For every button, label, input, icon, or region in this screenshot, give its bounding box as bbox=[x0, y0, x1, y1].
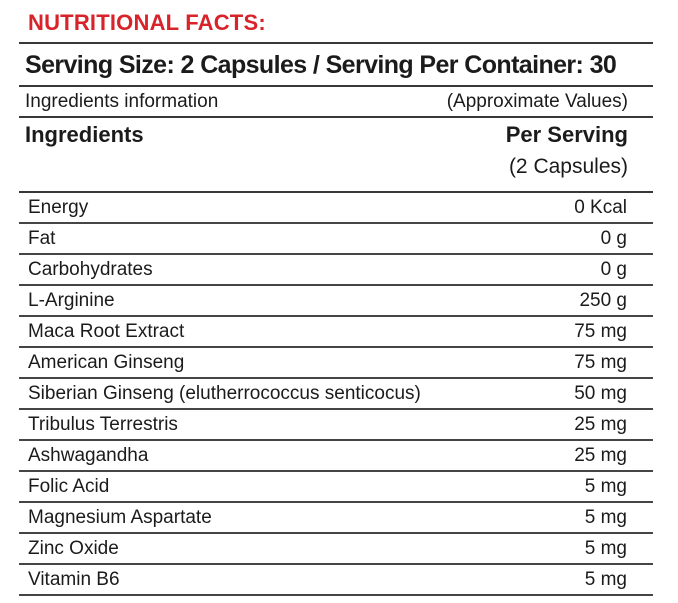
ingredient-name: Magnesium Aspartate bbox=[28, 506, 212, 528]
ingredient-name: Tribulus Terrestris bbox=[28, 413, 178, 435]
ingredient-value: 75 mg bbox=[574, 320, 627, 342]
table-row bbox=[19, 317, 653, 348]
ingredient-name: Vitamin B6 bbox=[28, 568, 120, 590]
table-row bbox=[19, 224, 653, 255]
ingredient-value: 0 g bbox=[600, 258, 627, 280]
column-header-per-serving bbox=[506, 123, 628, 179]
ingredient-name: American Ginseng bbox=[28, 351, 185, 373]
ingredient-name: L-Arginine bbox=[28, 289, 115, 311]
ingredient-value: 25 mg bbox=[574, 413, 627, 435]
table-column-header bbox=[19, 118, 653, 193]
ingredient-value: 75 mg bbox=[574, 351, 627, 373]
ingredient-value: 0 Kcal bbox=[574, 196, 627, 218]
ingredient-value: 5 mg bbox=[584, 568, 627, 590]
column-header-ingredients: Ingredients bbox=[25, 122, 144, 147]
ingredient-value: 50 mg bbox=[574, 382, 627, 404]
table-row bbox=[19, 410, 653, 441]
per-serving-label: Per Serving bbox=[505, 122, 628, 147]
ingredient-value: 5 mg bbox=[584, 475, 627, 497]
table-row bbox=[19, 472, 653, 503]
label-title: NUTRITIONAL FACTS: bbox=[28, 10, 266, 35]
table-row bbox=[19, 193, 653, 224]
per-serving-capsules-label: (2 Capsules) bbox=[508, 155, 628, 178]
ingredient-name: Carbohydrates bbox=[28, 258, 153, 280]
table-row bbox=[19, 565, 653, 596]
ingredients-information-label: Ingredients information bbox=[25, 91, 219, 112]
table-row bbox=[19, 379, 653, 410]
ingredient-value: 5 mg bbox=[584, 506, 627, 528]
ingredient-name: Fat bbox=[28, 227, 56, 249]
ingredient-name: Maca Root Extract bbox=[28, 320, 185, 342]
table-row bbox=[19, 503, 653, 534]
ingredients-information-row bbox=[19, 87, 653, 116]
ingredient-name: Folic Acid bbox=[28, 475, 110, 497]
ingredient-name: Ashwagandha bbox=[28, 444, 149, 466]
ingredient-name: Siberian Ginseng (elutherrococcus senticocus) bbox=[28, 382, 421, 404]
ingredient-value: 5 mg bbox=[584, 537, 627, 559]
ingredient-value: 25 mg bbox=[574, 444, 627, 466]
label-body bbox=[19, 0, 653, 596]
table-row bbox=[19, 348, 653, 379]
ingredients-table bbox=[19, 193, 653, 596]
ingredient-name: Zinc Oxide bbox=[28, 537, 119, 559]
approximate-values-label: (Approximate Values) bbox=[446, 91, 628, 112]
table-row bbox=[19, 286, 653, 317]
table-row bbox=[19, 534, 653, 565]
table-row bbox=[19, 255, 653, 286]
ingredient-value: 0 g bbox=[600, 227, 627, 249]
serving-size-line: Serving Size: 2 Capsules / Serving Per Container: 30 bbox=[25, 51, 617, 79]
ingredient-value: 250 g bbox=[579, 289, 627, 311]
ingredient-name: Energy bbox=[28, 196, 89, 218]
table-row bbox=[19, 441, 653, 472]
